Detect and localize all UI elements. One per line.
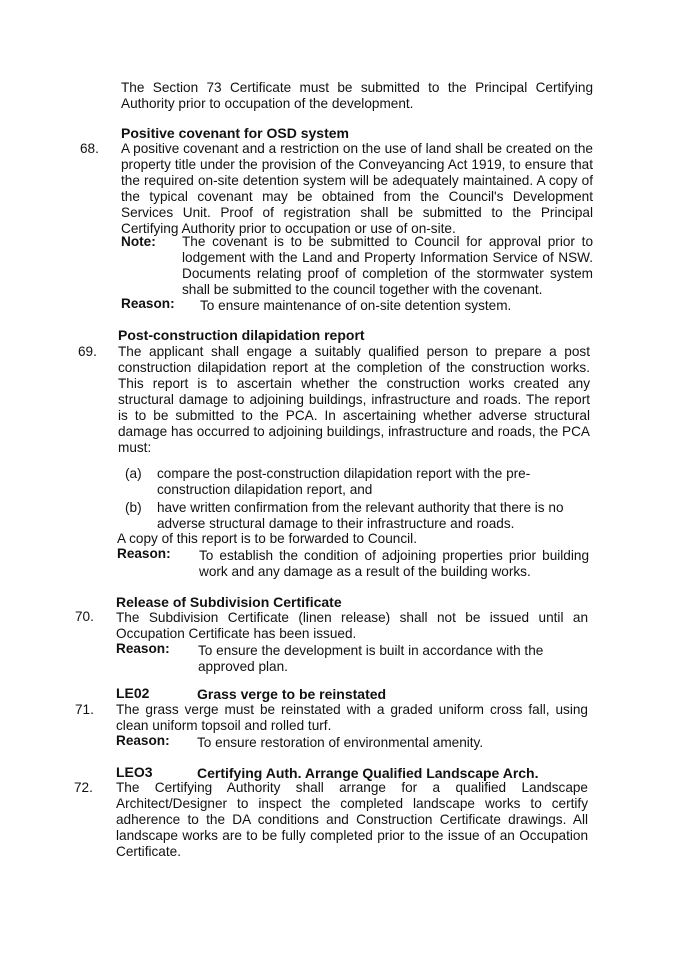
condition-70-reason-text: To ensure the development is built in accordance with the approved plan. <box>198 643 544 674</box>
condition-71-code: LE02 <box>116 685 150 701</box>
condition-68-heading: Positive covenant for OSD system <box>121 125 349 141</box>
condition-69-item-a-line2: construction dilapidation report, and <box>157 482 373 497</box>
condition-72-body: The Certifying Authority shall arrange for a qualified Landscape Architect/Designer to inspect the completed landscape works to certify adherence to the DA conditions and Construction Certificate drawings. All landscape works are to be fully completed prior to the issue of an Occupation Certificate. <box>116 780 588 859</box>
condition-70-heading: Release of Subdivision Certificate <box>116 594 342 610</box>
condition-71-reason-label: Reason: <box>116 733 170 748</box>
condition-71-number: 71. <box>75 702 94 717</box>
condition-70-number: 70. <box>75 609 94 624</box>
condition-69-heading: Post-construction dilapidation report <box>118 327 365 343</box>
condition-70-reason-label: Reason: <box>116 641 170 656</box>
condition-69-reason-text: To establish the condition of adjoining properties prior building work and any damage as a result of the building works. <box>199 548 589 579</box>
condition-69-item-b-line2: adverse structural damage to their infrastructure and roads. <box>157 516 515 531</box>
condition-71-reason-text: To ensure restoration of environmental amenity. <box>197 735 484 750</box>
condition-70-body: The Subdivision Certificate (linen release) shall not be issued until an Occupation Certificate has been issued. <box>116 610 588 641</box>
condition-68-note-text: The covenant is to be submitted to Council for approval prior to lodgement with the Land and Property Information Service of NSW. Documents relating proof of completion of the stormwater system shall be submitted to the council together with the covenant. <box>182 234 593 297</box>
condition-68-body: A positive covenant and a restriction on the use of land shall be created on the property title under the provision of the Conveyancing Act 1919, to ensure that the required on-site detention system will be adequately maintained. A copy of the typical covenant may be obtained from the Council's Development Services Unit. Proof of registration shall be submitted to the Principal Certifying Authority prior to occupation or use of on-site. <box>121 141 593 236</box>
condition-71-heading: Grass verge to be reinstated <box>197 686 387 702</box>
condition-72-heading: Certifying Auth. Arrange Qualified Landscape Arch. <box>197 765 539 781</box>
condition-71-body: The grass verge must be reinstated with a graded uniform cross fall, using clean uniform topsoil and rolled turf. <box>116 702 588 733</box>
condition-72-code: LEO3 <box>116 764 153 780</box>
intro-paragraph: The Section 73 Certificate must be submitted to the Principal Certifying Authority prior to occupation of the development. <box>121 80 593 111</box>
condition-68-reason-text: To ensure maintenance of on-site detention system. <box>200 298 512 313</box>
condition-72-number: 72. <box>74 780 93 795</box>
condition-69-reason-label: Reason: <box>117 546 171 561</box>
condition-69-item-a-line1: compare the post-construction dilapidation report with the pre- <box>157 466 531 481</box>
condition-68-number: 68. <box>80 141 99 156</box>
condition-68-reason-label: Reason: <box>121 296 175 311</box>
condition-69-item-a-letter: (a) <box>125 466 142 481</box>
condition-69-item-b-letter: (b) <box>125 500 142 515</box>
condition-69-number: 69. <box>78 344 97 359</box>
condition-68-note-label: Note: <box>121 234 156 249</box>
condition-69-item-b-line1: have written confirmation from the relevant authority that there is no <box>157 500 564 515</box>
condition-69-after-text: A copy of this report is to be forwarded to Council. <box>117 531 417 546</box>
condition-69-body: The applicant shall engage a suitably qualified person to prepare a post construction dilapidation report at the completion of the construction works. This report is to ascertain whether the construction works created any structural damage to adjoining buildings, infrastructure and roads. The report is to be submitted to the PCA. In ascertaining whether adverse structural damage has occurred to adjoining buildings, infrastructure and roads, the PCA must: <box>118 344 590 455</box>
